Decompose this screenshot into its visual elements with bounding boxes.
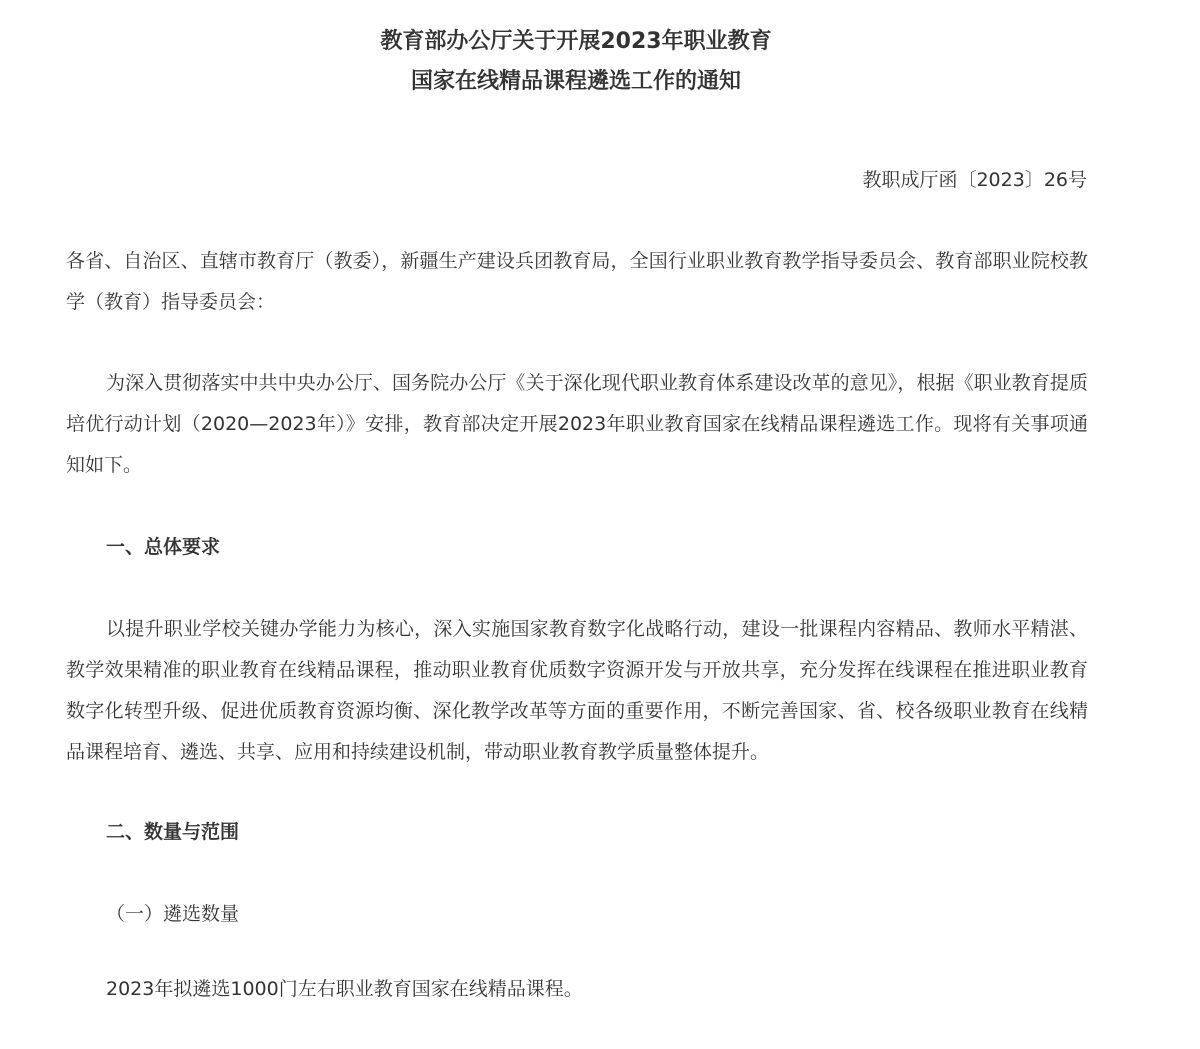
document-title-line-1: 教育部办公厅关于开展2023年职业教育 [380,29,772,54]
document-number: 教职成厅函〔2023〕26号 [862,169,1087,191]
section-1-body: 以提升职业学校关键办学能力为核心，深入实施国家教育数字化战略行动，建设一批课程内容精品、教师水平精湛、教学效果精准的职业教育在线精品课程，推动职业教育优质数字资源开发与开放共享，充分发挥在线课程在推进职业教育数字化转型升级、促进优质教育资源均衡、深化教学改革等方面的重要作用，不断完善国家、省、校各级职业教育在线精品课程培育、遴选、共享、应用和持续建设机制，带动职业教育教学质量整体提升。 [66,618,1088,763]
document-title-line-2: 国家在线精品课程遴选工作的通知 [410,69,741,94]
intro-paragraph: 为深入贯彻落实中共中央办公厅、国务院办公厅《关于深化现代职业教育体系建设改革的意见》，根据《职业教育提质培优行动计划（2020—2023年）》安排，教育部决定开展2023年职业教育国家在线精品课程遴选工作。现将有关事项通知如下。 [66,372,1088,476]
subsection-1-heading: （一）遴选数量 [106,903,240,925]
section-2-heading: 二、数量与范围 [106,821,240,843]
subsection-1-body: 2023年拟遴选1000门左右职业教育国家在线精品课程。 [106,978,583,1000]
section-1-heading: 一、总体要求 [106,536,221,558]
recipients-paragraph: 各省、自治区、直辖市教育厅（教委），新疆生产建设兵团教育局，全国行业职业教育教学指导委员会、教育部职业院校教学（教育）指导委员会： [66,250,1088,313]
